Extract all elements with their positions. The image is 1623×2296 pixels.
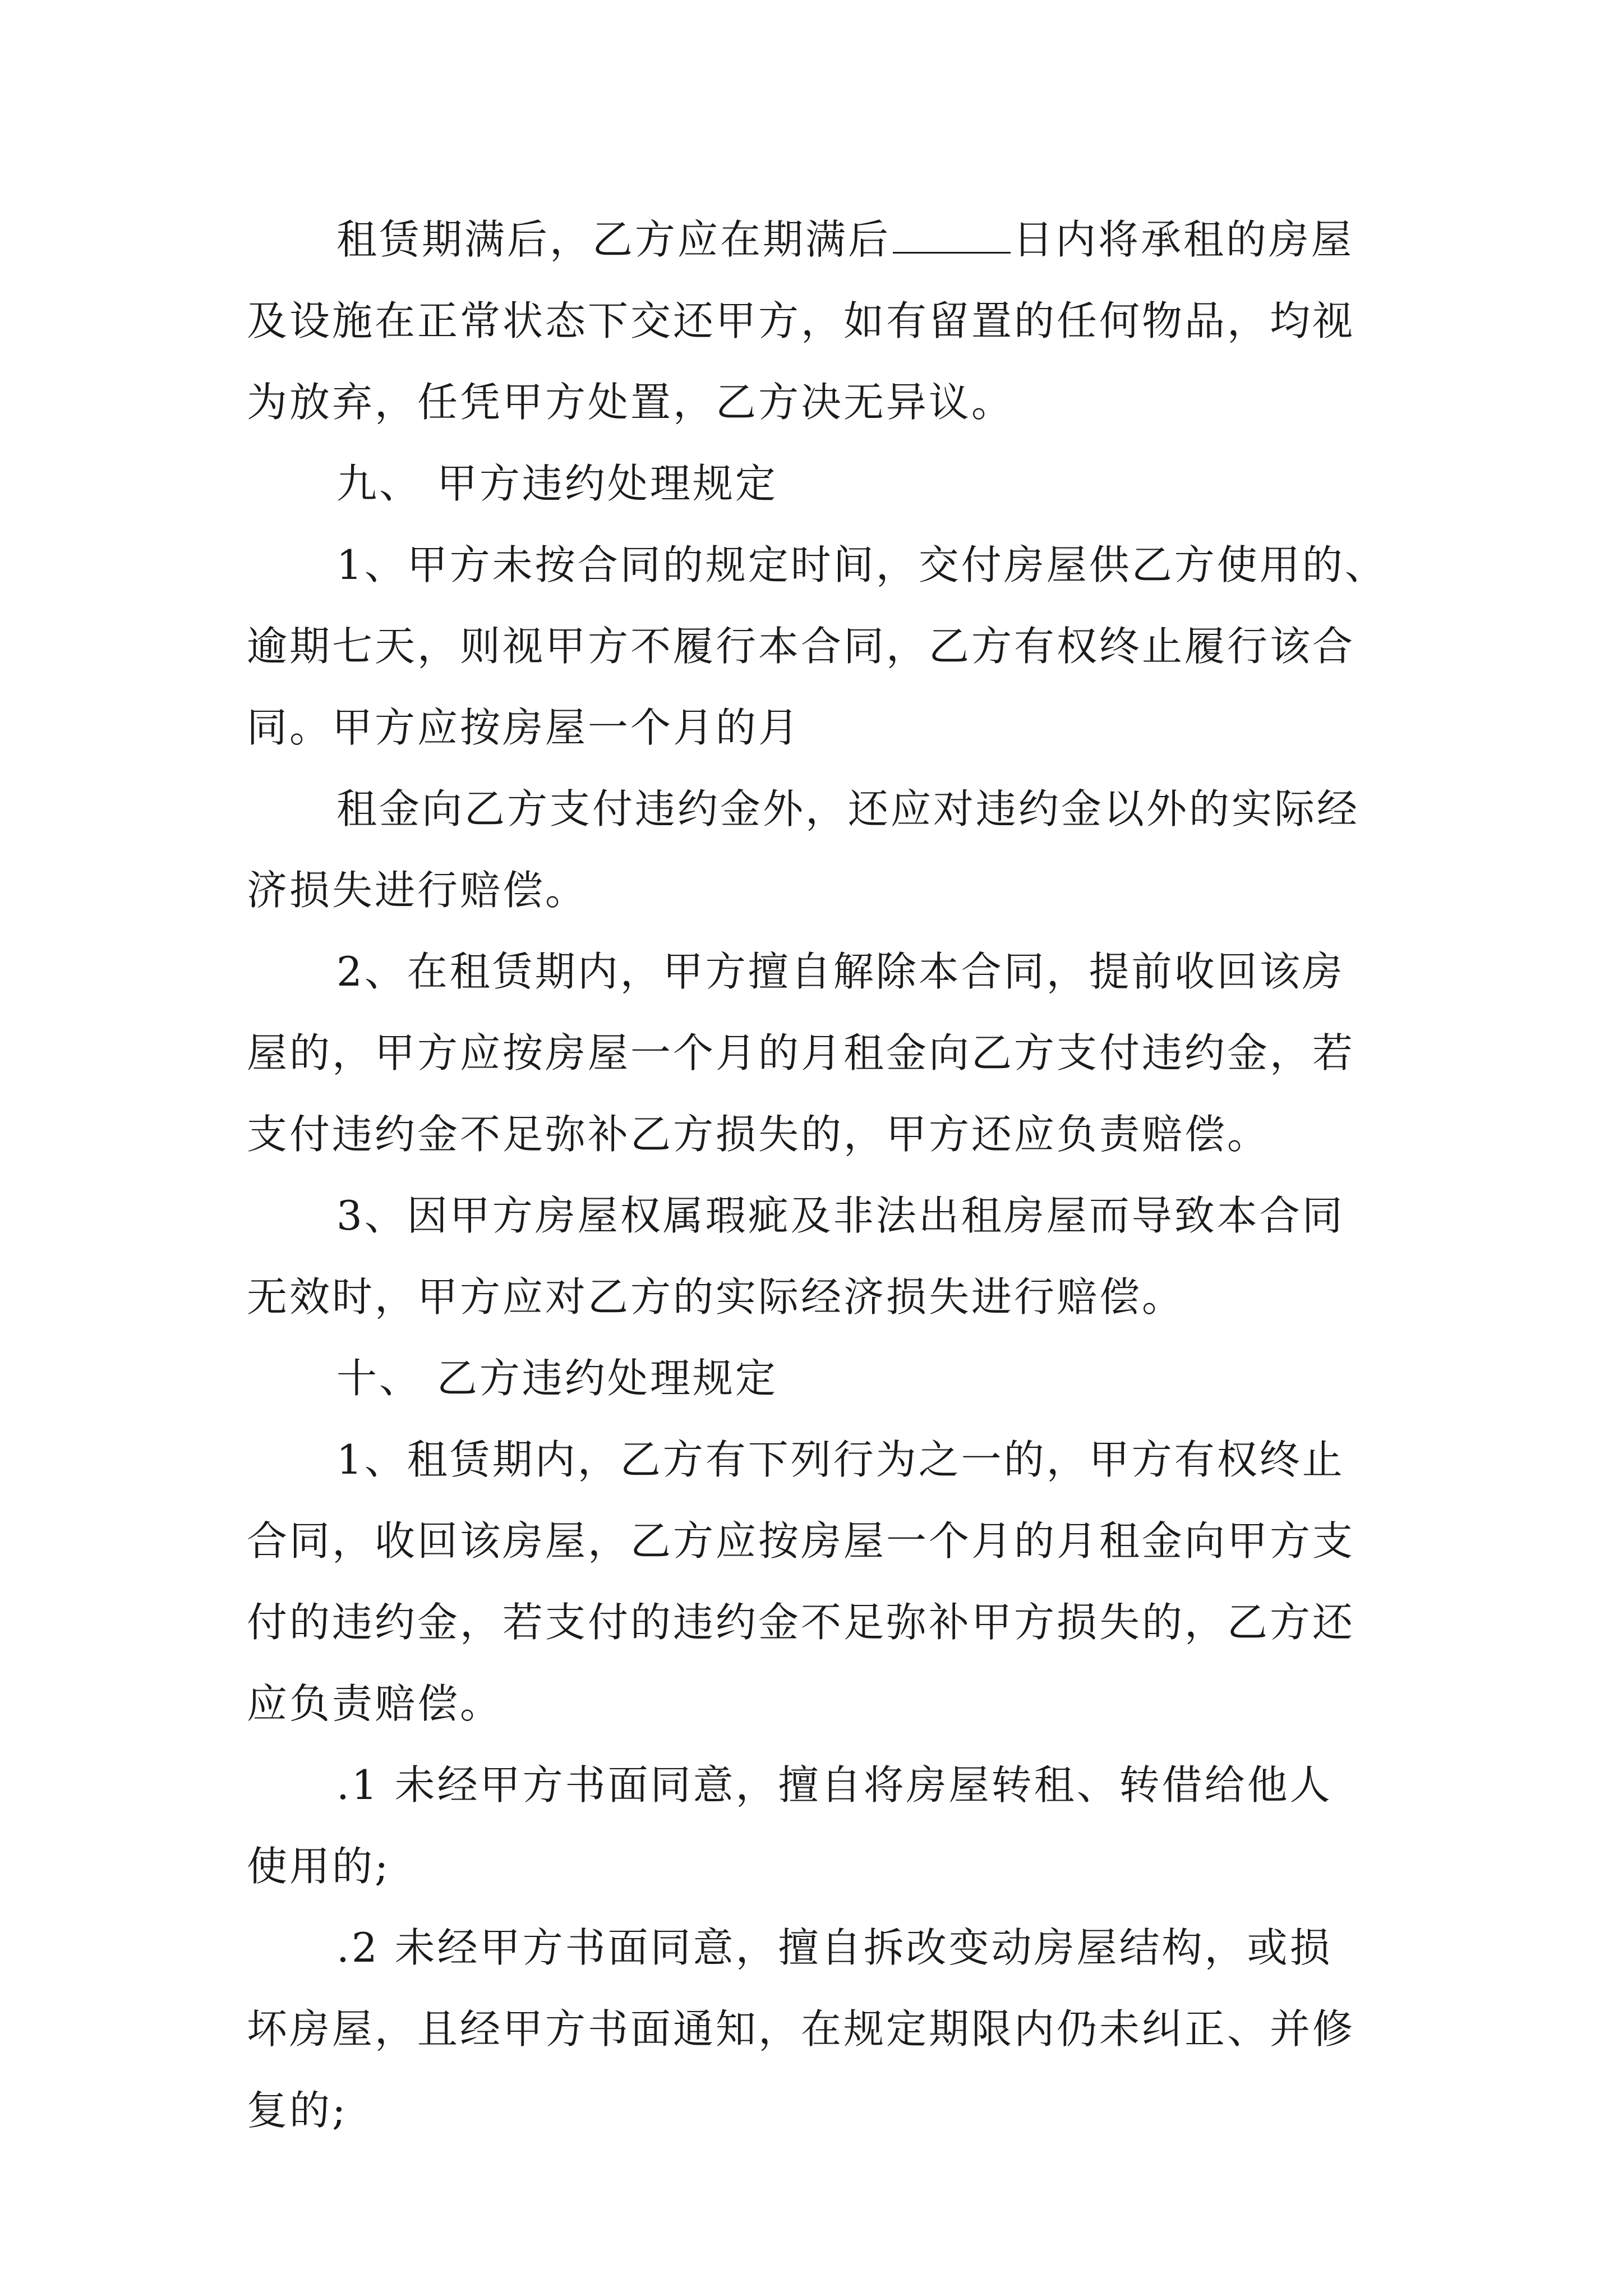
line-1-text-before-blank: 租赁期满后，乙方应在期满后 <box>336 216 891 263</box>
clause-9-2-line-1: 2、在租赁期内，甲方擅自解除本合同，提前收回该房 <box>336 948 1345 995</box>
clause-10-1-2-line-3: 复的; <box>247 2087 348 2134</box>
clause-9-1-line-2: 逾期七天，则视甲方不履行本合同，乙方有权终止履行该合 <box>247 623 1355 670</box>
clause-9-2-line-2: 屋的，甲方应按房屋一个月的月租金向乙方支付违约金，若 <box>247 1029 1355 1076</box>
section-heading-10: 十、 乙方违约处理规定 <box>336 1355 778 1402</box>
clause-10-1-line-1: 1、租赁期内，乙方有下列行为之一的，甲方有权终止 <box>336 1436 1345 1483</box>
paragraph-line-2: 及设施在正常状态下交还甲方，如有留置的任何物品，均视 <box>247 297 1355 344</box>
clause-10-1-1-line-2: 使用的; <box>247 1843 391 1890</box>
paragraph-line-3: 为放弃，任凭甲方处置，乙方决无异议。 <box>247 379 1015 426</box>
clause-10-1-2-line-2: 坏房屋，且经甲方书面通知，在规定期限内仍未纠正、并修 <box>247 2005 1355 2053</box>
line-1-text-after-blank: 日内将承租的房屋 <box>1013 216 1354 263</box>
clause-9-1-line-3: 同。甲方应按房屋一个月的月 <box>247 704 801 751</box>
clause-9-3-line-1: 3、因甲方房屋权属瑕疵及非法出租房屋而导致本合同 <box>336 1192 1345 1239</box>
section-heading-9: 九、 甲方违约处理规定 <box>336 460 778 507</box>
clause-9-2-line-3: 支付违约金不足弥补乙方损失的，甲方还应负责赔偿。 <box>247 1111 1270 1158</box>
paragraph-line-1 <box>336 197 1481 282</box>
clause-10-1-line-4: 应负责赔偿。 <box>247 1680 503 1727</box>
clause-10-1-2-line-1: .2 未经甲方书面同意，擅自拆改变动房屋结构，或损 <box>336 1924 1332 1971</box>
clause-9-1-line-4: 租金向乙方支付违约金外，还应对违约金以外的实际经 <box>336 785 1360 832</box>
clause-10-1-1-line-1: .1 未经甲方书面同意，擅自将房屋转租、转借给他人 <box>336 1761 1332 1809</box>
clause-9-3-line-2: 无效时，甲方应对乙方的实际经济损失进行赔偿。 <box>247 1273 1185 1320</box>
clause-9-1-line-1: 1、甲方未按合同的规定时间，交付房屋供乙方使用的、 <box>336 541 1387 588</box>
fill-in-blank <box>893 218 1011 254</box>
clause-9-1-line-5: 济损失进行赔偿。 <box>247 867 588 914</box>
clause-10-1-line-2: 合同，收回该房屋，乙方应按房屋一个月的月租金向甲方支 <box>247 1517 1355 1565</box>
clause-10-1-line-3: 付的违约金，若支付的违约金不足弥补甲方损失的，乙方还 <box>247 1599 1355 1646</box>
